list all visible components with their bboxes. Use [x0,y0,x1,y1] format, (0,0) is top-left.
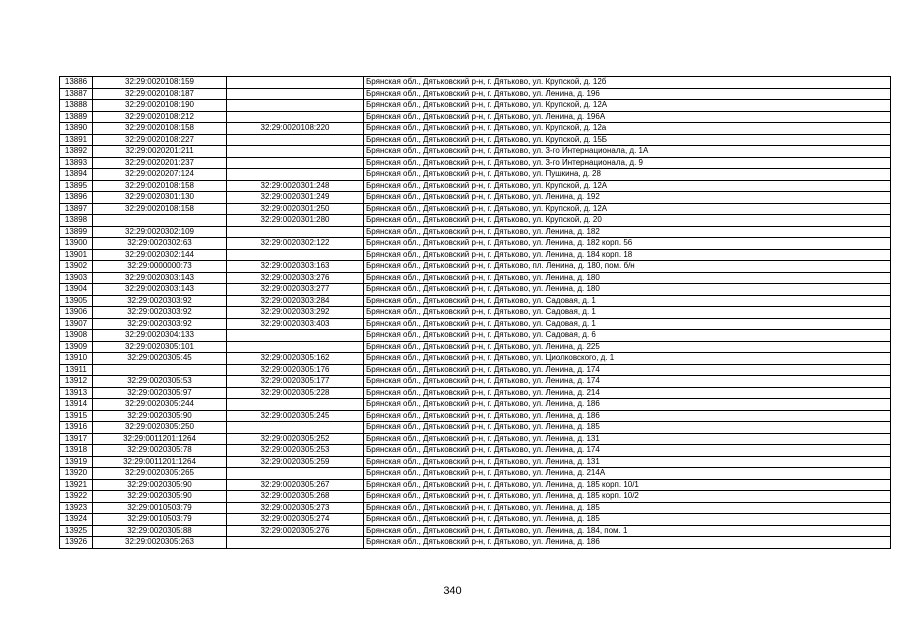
address-cell: Брянская обл., Дятьковский р-н, г. Дятьково, ул. Крупской, д. 20 [364,215,891,227]
row-number-cell: 13919 [60,456,93,468]
row-number-cell: 13902 [60,261,93,273]
row-number-cell: 13897 [60,203,93,215]
table-row [60,123,891,135]
cadastral-number-cell: 32:29:0020305:88 [93,525,227,537]
cadastral-number-cell: 32:29:0020108:187 [93,88,227,100]
row-number-cell: 13923 [60,502,93,514]
cadastral-number-cell: 32:29:0020305:45 [93,353,227,365]
table-row [60,249,891,261]
address-cell: Брянская обл., Дятьковский р-н, г. Дятьково, ул. Ленина, д. 174 [364,376,891,388]
object-cadastral-number-cell [227,157,364,169]
table-row [60,77,891,89]
table-row [60,525,891,537]
object-cadastral-number-cell: 32:29:0020303:292 [227,307,364,319]
table-row [60,169,891,181]
address-cell: Брянская обл., Дятьковский р-н, г. Дятьково, ул. Садовая, д. 1 [364,318,891,330]
row-number-cell: 13891 [60,134,93,146]
object-cadastral-number-cell [227,100,364,112]
address-cell: Брянская обл., Дятьковский р-н, г. Дятьково, ул. Ленина, д. 186 [364,537,891,549]
address-cell: Брянская обл., Дятьковский р-н, г. Дятьково, ул. Ленина, д. 180 [364,272,891,284]
address-cell: Брянская обл., Дятьковский р-н, г. Дятьково, ул. Крупской, д. 12б [364,77,891,89]
cadastral-number-cell: 32:29:0020305:263 [93,537,227,549]
cadastral-number-cell: 32:29:0020305:244 [93,399,227,411]
address-cell: Брянская обл., Дятьковский р-н, г. Дятьково, ул. Ленина, д. 196А [364,111,891,123]
cadastral-number-cell: 32:29:0020305:250 [93,422,227,434]
row-number-cell: 13895 [60,180,93,192]
table-row [60,192,891,204]
table-row [60,157,891,169]
address-cell: Брянская обл., Дятьковский р-н, г. Дятьково, ул. Ленина, д. 182 [364,226,891,238]
address-cell: Брянская обл., Дятьковский р-н, г. Дятьково, ул. Ленина, д. 225 [364,341,891,353]
row-number-cell: 13925 [60,525,93,537]
table-row [60,491,891,503]
cadastral-number-cell: 32:29:0020304:133 [93,330,227,342]
cadastral-number-cell: 32:29:0011201:1264 [93,456,227,468]
address-cell: Брянская обл., Дятьковский р-н, г. Дятьково, ул. Ленина, д. 214А [364,468,891,480]
object-cadastral-number-cell: 32:29:0020301:250 [227,203,364,215]
address-cell: Брянская обл., Дятьковский р-н, г. Дятьково, ул. Ленина, д. 196 [364,88,891,100]
table-row [60,364,891,376]
row-number-cell: 13917 [60,433,93,445]
row-number-cell: 13905 [60,295,93,307]
row-number-cell: 13890 [60,123,93,135]
table-row [60,307,891,319]
cadastral-number-cell: 32:29:0020108:158 [93,180,227,192]
object-cadastral-number-cell [227,111,364,123]
object-cadastral-number-cell [227,77,364,89]
row-number-cell: 13889 [60,111,93,123]
cadastral-number-cell: 32:29:0020201:237 [93,157,227,169]
address-cell: Брянская обл., Дятьковский р-н, г. Дятьково, ул. Крупской, д. 15Б [364,134,891,146]
table-row [60,215,891,227]
row-number-cell: 13907 [60,318,93,330]
object-cadastral-number-cell: 32:29:0020305:252 [227,433,364,445]
object-cadastral-number-cell [227,169,364,181]
object-cadastral-number-cell: 32:29:0020301:248 [227,180,364,192]
address-cell: Брянская обл., Дятьковский р-н, г. Дятьково, ул. 3-го Интернационала, д. 9 [364,157,891,169]
cadastral-number-cell: 32:29:0010503:79 [93,502,227,514]
object-cadastral-number-cell [227,249,364,261]
table-row [60,330,891,342]
address-cell: Брянская обл., Дятьковский р-н, г. Дятьково, ул. Ленина, д. 180 [364,284,891,296]
table-row [60,100,891,112]
address-cell: Брянская обл., Дятьковский р-н, г. Дятьково, ул. Ленина, д. 185 [364,422,891,434]
cadastral-number-cell: 32:29:0020305:53 [93,376,227,388]
row-number-cell: 13913 [60,387,93,399]
object-cadastral-number-cell: 32:29:0020305:228 [227,387,364,399]
object-cadastral-number-cell [227,134,364,146]
table-row [60,295,891,307]
registry-table [59,76,891,549]
object-cadastral-number-cell [227,537,364,549]
table-row [60,468,891,480]
object-cadastral-number-cell: 32:29:0020305:276 [227,525,364,537]
object-cadastral-number-cell: 32:29:0020305:274 [227,514,364,526]
cadastral-number-cell: 32:29:0011201:1264 [93,433,227,445]
row-number-cell: 13903 [60,272,93,284]
row-number-cell: 13921 [60,479,93,491]
table-row [60,238,891,250]
address-cell: Брянская обл., Дятьковский р-н, г. Дятьково, пл. Ленина, д. 180, пом. б/н [364,261,891,273]
object-cadastral-number-cell: 32:29:0020305:245 [227,410,364,422]
object-cadastral-number-cell: 32:29:0020303:277 [227,284,364,296]
row-number-cell: 13898 [60,215,93,227]
address-cell: Брянская обл., Дятьковский р-н, г. Дятьково, ул. Ленина, д. 214 [364,387,891,399]
address-cell: Брянская обл., Дятьковский р-н, г. Дятьково, ул. Садовая, д. 1 [364,307,891,319]
cadastral-number-cell: 32:29:0020108:227 [93,134,227,146]
address-cell: Брянская обл., Дятьковский р-н, г. Дятьково, ул. Ленина, д. 182 корп. 56 [364,238,891,250]
cadastral-number-cell: 32:29:0020108:158 [93,123,227,135]
address-cell: Брянская обл., Дятьковский р-н, г. Дятьково, ул. Ленина, д. 185 корп. 10/2 [364,491,891,503]
table-row [60,537,891,549]
row-number-cell: 13912 [60,376,93,388]
row-number-cell: 13915 [60,410,93,422]
address-cell: Брянская обл., Дятьковский р-н, г. Дятьково, ул. Ленина, д. 184, пом. 1 [364,525,891,537]
cadastral-number-cell: 32:29:0020305:101 [93,341,227,353]
object-cadastral-number-cell [227,341,364,353]
table-row [60,456,891,468]
table-row [60,341,891,353]
row-number-cell: 13909 [60,341,93,353]
row-number-cell: 13886 [60,77,93,89]
row-number-cell: 13904 [60,284,93,296]
object-cadastral-number-cell: 32:29:0020305:253 [227,445,364,457]
object-cadastral-number-cell: 32:29:0020303:276 [227,272,364,284]
address-cell: Брянская обл., Дятьковский р-н, г. Дятьково, ул. Ленина, д. 192 [364,192,891,204]
table-row [60,272,891,284]
object-cadastral-number-cell: 32:29:0020301:280 [227,215,364,227]
cadastral-number-cell: 32:29:0020305:78 [93,445,227,457]
row-number-cell: 13908 [60,330,93,342]
table-row [60,353,891,365]
table-row [60,226,891,238]
address-cell: Брянская обл., Дятьковский р-н, г. Дятьково, ул. Крупской, д. 12А [364,180,891,192]
table-row [60,261,891,273]
object-cadastral-number-cell [227,422,364,434]
cadastral-number-cell: 32:29:0020108:158 [93,203,227,215]
address-cell: Брянская обл., Дятьковский р-н, г. Дятьково, ул. Крупской, д. 12А [364,203,891,215]
address-cell: Брянская обл., Дятьковский р-н, г. Дятьково, ул. Ленина, д. 174 [364,445,891,457]
address-cell: Брянская обл., Дятьковский р-н, г. Дятьково, ул. Ленина, д. 186 [364,410,891,422]
object-cadastral-number-cell: 32:29:0020303:284 [227,295,364,307]
object-cadastral-number-cell: 32:29:0020305:162 [227,353,364,365]
object-cadastral-number-cell: 32:29:0020301:249 [227,192,364,204]
table-row [60,410,891,422]
table-row [60,284,891,296]
cadastral-number-cell: 32:29:0020305:90 [93,410,227,422]
address-cell: Брянская обл., Дятьковский р-н, г. Дятьково, ул. 3-го Интернационала, д. 1А [364,146,891,158]
table-row [60,387,891,399]
object-cadastral-number-cell [227,88,364,100]
table-row [60,422,891,434]
row-number-cell: 13894 [60,169,93,181]
row-number-cell: 13892 [60,146,93,158]
row-number-cell: 13899 [60,226,93,238]
table-row [60,134,891,146]
object-cadastral-number-cell: 32:29:0020305:267 [227,479,364,491]
row-number-cell: 13922 [60,491,93,503]
row-number-cell: 13906 [60,307,93,319]
row-number-cell: 13887 [60,88,93,100]
object-cadastral-number-cell: 32:29:0020108:220 [227,123,364,135]
cadastral-number-cell: 32:29:0020207:124 [93,169,227,181]
object-cadastral-number-cell [227,226,364,238]
cadastral-number-cell: 32:29:0010503:79 [93,514,227,526]
cadastral-number-cell [93,215,227,227]
address-cell: Брянская обл., Дятьковский р-н, г. Дятьково, ул. Ленина, д. 131 [364,456,891,468]
address-cell: Брянская обл., Дятьковский р-н, г. Дятьково, ул. Ленина, д. 185 корп. 10/1 [364,479,891,491]
cadastral-number-cell: 32:29:0020305:97 [93,387,227,399]
row-number-cell: 13900 [60,238,93,250]
table-row [60,376,891,388]
table-row [60,111,891,123]
address-cell: Брянская обл., Дятьковский р-н, г. Дятьково, ул. Ленина, д. 185 [364,514,891,526]
row-number-cell: 13910 [60,353,93,365]
object-cadastral-number-cell: 32:29:0020305:177 [227,376,364,388]
address-cell: Брянская обл., Дятьковский р-н, г. Дятьково, ул. Ленина, д. 174 [364,364,891,376]
address-cell: Брянская обл., Дятьковский р-н, г. Дятьково, ул. Ленина, д. 184 корп. 18 [364,249,891,261]
address-cell: Брянская обл., Дятьковский р-н, г. Дятьково, ул. Ленина, д. 131 [364,433,891,445]
cadastral-number-cell: 32:29:0020303:92 [93,318,227,330]
object-cadastral-number-cell: 32:29:0020302:122 [227,238,364,250]
row-number-cell: 13914 [60,399,93,411]
cadastral-number-cell: 32:29:0020303:92 [93,307,227,319]
cadastral-number-cell: 32:29:0020301:130 [93,192,227,204]
row-number-cell: 13911 [60,364,93,376]
table-row [60,433,891,445]
cadastral-number-cell: 32:29:0020305:90 [93,479,227,491]
table-row [60,88,891,100]
row-number-cell: 13893 [60,157,93,169]
cadastral-number-cell: 32:29:0020108:190 [93,100,227,112]
object-cadastral-number-cell [227,330,364,342]
table-row [60,479,891,491]
object-cadastral-number-cell: 32:29:0020303:403 [227,318,364,330]
table-row [60,146,891,158]
cadastral-number-cell: 32:29:0000000:73 [93,261,227,273]
address-cell: Брянская обл., Дятьковский р-н, г. Дятьково, ул. Ленина, д. 185 [364,502,891,514]
row-number-cell: 13916 [60,422,93,434]
cadastral-number-cell: 32:29:0020302:63 [93,238,227,250]
address-cell: Брянская обл., Дятьковский р-н, г. Дятьково, ул. Ленина, д. 186 [364,399,891,411]
registry-table-body [60,77,891,549]
object-cadastral-number-cell: 32:29:0020305:176 [227,364,364,376]
row-number-cell: 13888 [60,100,93,112]
cadastral-number-cell: 32:29:0020303:92 [93,295,227,307]
cadastral-number-cell: 32:29:0020302:109 [93,226,227,238]
object-cadastral-number-cell: 32:29:0020305:259 [227,456,364,468]
address-cell: Брянская обл., Дятьковский р-н, г. Дятьково, ул. Крупской, д. 12А [364,100,891,112]
row-number-cell: 13920 [60,468,93,480]
object-cadastral-number-cell: 32:29:0020303:163 [227,261,364,273]
table-row [60,502,891,514]
table-row [60,203,891,215]
cadastral-number-cell: 32:29:0020305:90 [93,491,227,503]
table-row [60,180,891,192]
address-cell: Брянская обл., Дятьковский р-н, г. Дятьково, ул. Садовая, д. 6 [364,330,891,342]
cadastral-number-cell: 32:29:0020108:159 [93,77,227,89]
object-cadastral-number-cell: 32:29:0020305:273 [227,502,364,514]
row-number-cell: 13896 [60,192,93,204]
cadastral-number-cell: 32:29:0020201:211 [93,146,227,158]
page-number: 340 [443,585,462,597]
row-number-cell: 13918 [60,445,93,457]
table-row [60,514,891,526]
address-cell: Брянская обл., Дятьковский р-н, г. Дятьково, ул. Крупской, д. 12а [364,123,891,135]
object-cadastral-number-cell [227,468,364,480]
cadastral-number-cell [93,364,227,376]
object-cadastral-number-cell [227,146,364,158]
object-cadastral-number-cell: 32:29:0020305:268 [227,491,364,503]
row-number-cell: 13924 [60,514,93,526]
table-row [60,445,891,457]
table-row [60,318,891,330]
object-cadastral-number-cell [227,399,364,411]
cadastral-number-cell: 32:29:0020108:212 [93,111,227,123]
cadastral-number-cell: 32:29:0020305:265 [93,468,227,480]
cadastral-number-cell: 32:29:0020303:143 [93,284,227,296]
table-row [60,399,891,411]
row-number-cell: 13901 [60,249,93,261]
address-cell: Брянская обл., Дятьковский р-н, г. Дятьково, ул. Циолковского, д. 1 [364,353,891,365]
cadastral-number-cell: 32:29:0020302:144 [93,249,227,261]
cadastral-number-cell: 32:29:0020303:143 [93,272,227,284]
row-number-cell: 13926 [60,537,93,549]
address-cell: Брянская обл., Дятьковский р-н, г. Дятьково, ул. Садовая, д. 1 [364,295,891,307]
address-cell: Брянская обл., Дятьковский р-н, г. Дятьково, ул. Пушкина, д. 28 [364,169,891,181]
